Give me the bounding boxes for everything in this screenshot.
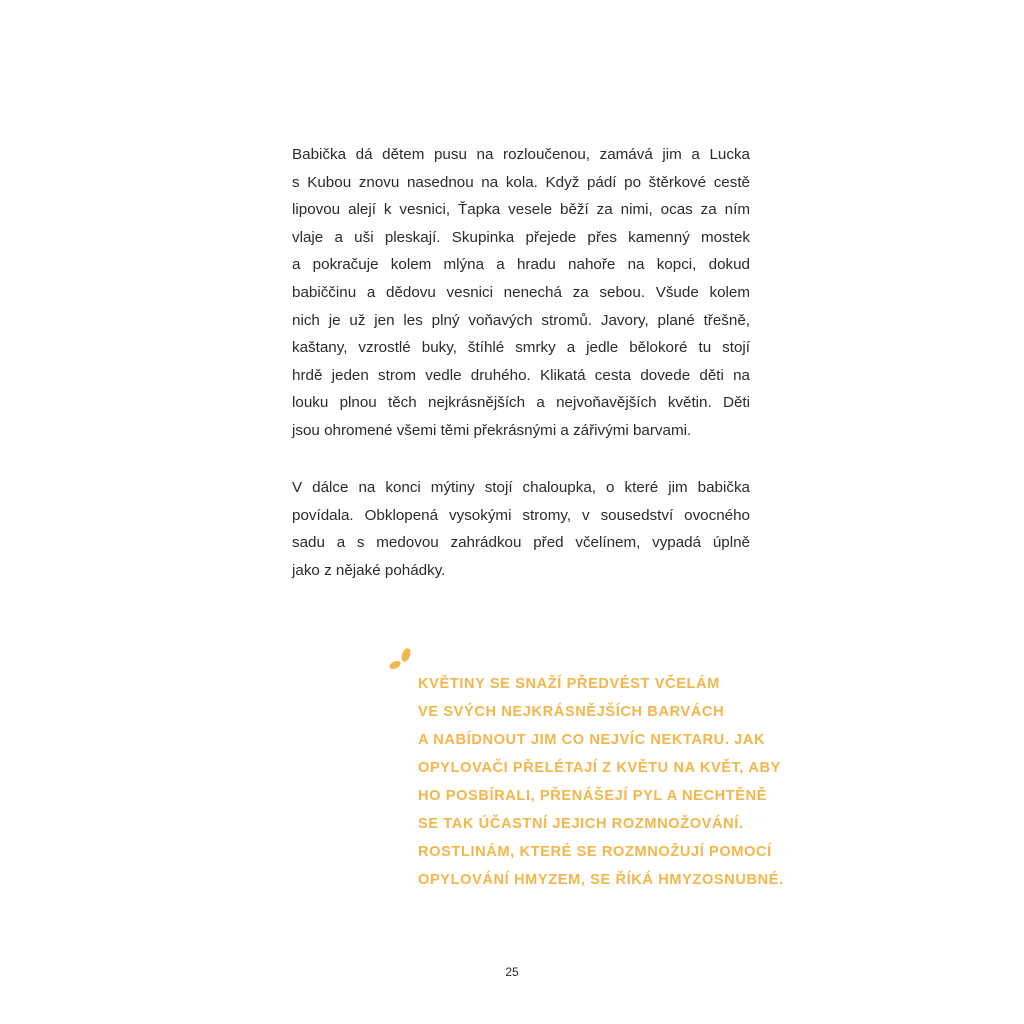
text-line: nich je už jen les plný voňavých stromů. Javory, plané třešně, (292, 311, 750, 329)
text-line: kaštany, vzrostlé buky, štíhlé smrky a jedle bělokoré tu stojí (292, 339, 750, 357)
page-number: 25 (505, 965, 519, 979)
text-line: lipovou alejí k vesnici, Ťapka vesele běží za nimi, ocas za ním (292, 201, 750, 219)
callout-line: OPYLOVAČI PŘELÉTAJÍ Z KVĚTU NA KVĚT, ABY (418, 760, 781, 776)
callout-line: A NABÍDNOUT JIM CO NEJVÍC NEKTARU. JAK (418, 732, 766, 748)
callout-line: OPYLOVÁNÍ HMYZEM, SE ŘÍKÁ HMYZOSNUBNÉ. (418, 872, 784, 888)
text-line: jako z nějaké pohádky. (292, 561, 446, 579)
text-line: vlaje a uši pleskají. Skupinka přejede přes kamenný mostek (292, 228, 750, 246)
callout-line: ROSTLINÁM, KTERÉ SE ROZMNOŽUJÍ POMOCÍ (418, 844, 772, 860)
text-line: sadu a s medovou zahrádkou před včelínem, vypadá úplně (292, 534, 750, 552)
callout-line: HO POSBÍRALI, PŘENÁŠEJÍ PYL A NECHTĚNĚ (418, 788, 768, 804)
story-paragraph-2 (292, 474, 750, 584)
story-paragraph-1 (292, 141, 750, 445)
text-line: povídala. Obklopená vysokými stromy, v sousedství ovocného (292, 506, 750, 524)
text-line: a pokračuje kolem mlýna a hradu nahoře na kopci, dokud (292, 256, 750, 274)
callout-line: SE TAK ÚČASTNÍ JEJICH ROZMNOŽOVÁNÍ. (418, 816, 744, 832)
text-line: babiččinu a dědovu vesnici nenechá za sebou. Všude kolem (292, 283, 750, 301)
callout-line: VE SVÝCH NEJKRÁSNĚJŠÍCH BARVÁCH (418, 704, 725, 720)
text-line: louku plnou těch nejkrásnějších a nejvoňavějších květin. Děti (292, 394, 750, 412)
fact-callout (418, 670, 798, 894)
text-line: V dálce na konci mýtiny stojí chaloupka, o které jim babička (292, 479, 750, 496)
text-line: hrdě jeden strom vedle druhého. Klikatá cesta dovede děti na (292, 366, 750, 384)
text-line: Babička dá dětem pusu na rozloučenou, zamává jim a Lucka (292, 146, 750, 163)
petal-icon (387, 646, 415, 674)
text-line: jsou ohromené všemi těmi překrásnými a zářivými barvami. (292, 421, 692, 439)
callout-line: KVĚTINY SE SNAŽÍ PŘEDVÉST VČELÁM (418, 676, 720, 692)
text-line: s Kubou znovu nasednou na kola. Když pádí po štěrkové cestě (292, 173, 750, 191)
